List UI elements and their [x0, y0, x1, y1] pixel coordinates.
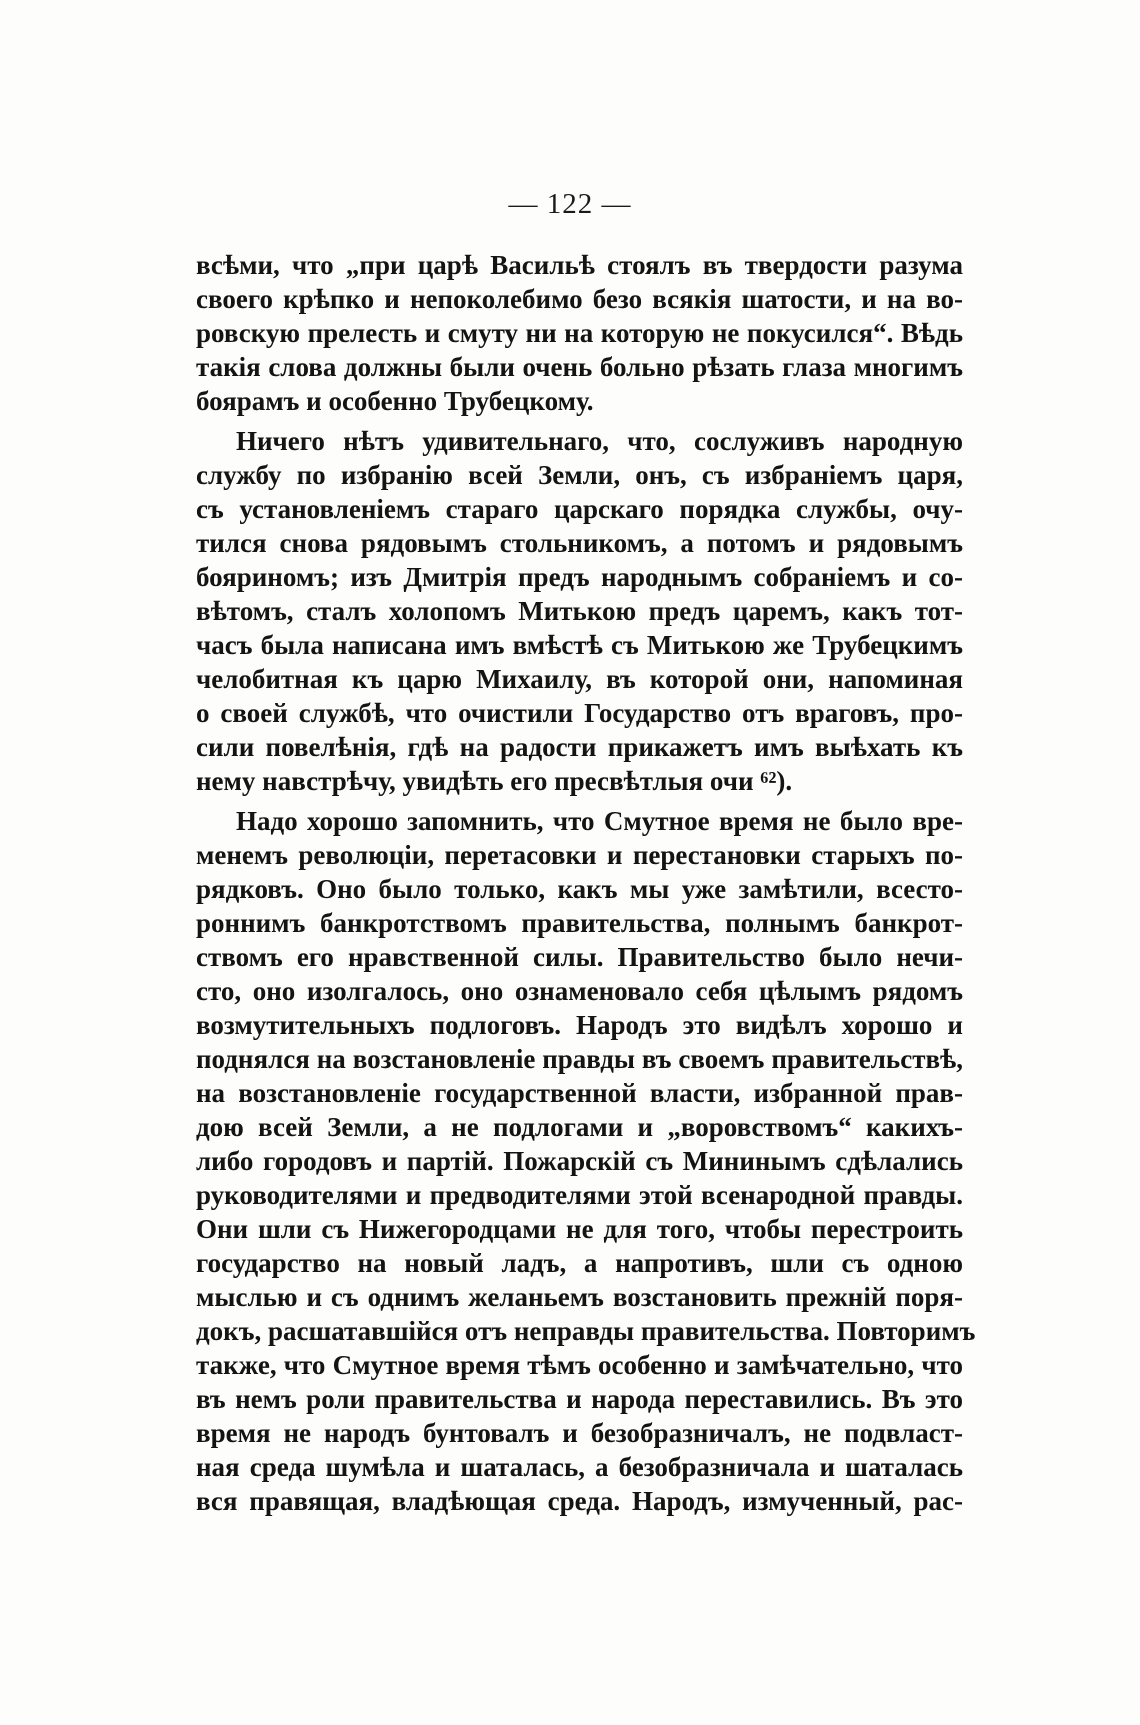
- text-line: Ничего нѣтъ удивительнаго, что, сослуживъ народную: [236, 426, 963, 456]
- text-line: дою всей Земли, а не подлогами и „воровствомъ“ какихъ-: [196, 1112, 963, 1142]
- text-line: своего крѣпко и непоколебимо безо всякія шатости, и на во-: [196, 284, 963, 314]
- paragraph-1: [196, 248, 963, 418]
- text-line: ная среда шумѣла и шаталась, а безобразничала и шаталась: [196, 1452, 963, 1482]
- text-line: такія слова должны были очень больно рѣзать глаза многимъ: [196, 352, 963, 382]
- text-line: службу по избранію всей Земли, онъ, съ избраніемъ царя,: [196, 460, 963, 490]
- page-number: — 122 —: [508, 188, 632, 220]
- text-line: челобитная къ царю Михаилу, въ которой они, напоминая: [196, 664, 963, 694]
- paragraph-3: [196, 804, 976, 1518]
- text-line: мыслью и съ однимъ желаньемъ возстановить прежній поря-: [196, 1282, 963, 1312]
- text-line: сто, оно изолгалось, оно ознаменовало себя цѣлымъ рядомъ: [196, 976, 963, 1006]
- text-line: всѣми, что „при царѣ Васильѣ стоялъ въ твердости разума: [196, 250, 963, 280]
- text-line: государство на новый ладъ, а напротивъ, шли съ одною: [196, 1248, 963, 1278]
- text-line: на возстановленіе государственной власти, избранной прав-: [196, 1078, 963, 1108]
- text-line: нему навстрѣчу, увидѣть его пресвѣтлыя очи ⁶²).: [196, 766, 793, 796]
- text-line: сили повелѣнія, гдѣ на радости прикажетъ имъ выѣхать къ: [196, 732, 963, 762]
- text-line: рядковъ. Оно было только, какъ мы уже замѣтили, всесто-: [196, 874, 963, 904]
- text-line: Надо хорошо запомнить, что Смутное время не было вре-: [236, 806, 963, 836]
- text-line: о своей службѣ, что очистили Государство отъ враговъ, про-: [196, 698, 963, 728]
- text-line: тился снова рядовымъ стольникомъ, а потомъ и рядовымъ: [196, 528, 963, 558]
- text-line: поднялся на возстановленіе правды въ своемъ правительствѣ,: [196, 1044, 963, 1074]
- paragraph-2: [196, 424, 963, 798]
- text-line: либо городовъ и партій. Пожарскій съ Мининымъ сдѣлались: [196, 1146, 963, 1176]
- text-line: ровскую прелесть и смуту ни на которую не покусился“. Вѣдь: [196, 318, 963, 348]
- text-line: бояриномъ; изъ Дмитрія предъ народнымъ собраніемъ и со-: [196, 562, 963, 592]
- text-line: докъ, расшатавшійся отъ неправды правительства. Повторимъ: [196, 1316, 976, 1346]
- text-line: менемъ революціи, перетасовки и перестановки старыхъ по-: [196, 840, 963, 870]
- text-line: съ установленіемъ стараго царскаго порядка службы, очу-: [196, 494, 963, 524]
- text-line: Они шли съ Нижегородцами не для того, чтобы перестроить: [196, 1214, 963, 1244]
- text-line: также, что Смутное время тѣмъ особенно и замѣчательно, что: [196, 1350, 963, 1380]
- text-line: возмутительныхъ подлоговъ. Народъ это видѣлъ хорошо и: [196, 1010, 963, 1040]
- text-line: въ немъ роли правительства и народа переставились. Въ это: [196, 1384, 963, 1414]
- text-line: роннимъ банкротствомъ правительства, полнымъ банкрот-: [196, 908, 963, 938]
- text-line: ствомъ его нравственной силы. Правительство было нечи-: [196, 942, 963, 972]
- text-line: часъ была написана имъ вмѣстѣ съ Митькою же Трубецкимъ: [196, 630, 963, 660]
- text-line: боярамъ и особенно Трубецкому.: [196, 386, 594, 416]
- text-line: время не народъ бунтовалъ и безобразничалъ, не подвласт-: [196, 1418, 963, 1448]
- body-text: [196, 248, 976, 1518]
- text-line: вся правящая, владѣющая среда. Народъ, измученный, рас-: [196, 1486, 963, 1516]
- text-line: вѣтомъ, сталъ холопомъ Митькою предъ царемъ, какъ тот-: [196, 596, 963, 626]
- text-line: руководителями и предводителями этой всенародной правды.: [196, 1180, 963, 1210]
